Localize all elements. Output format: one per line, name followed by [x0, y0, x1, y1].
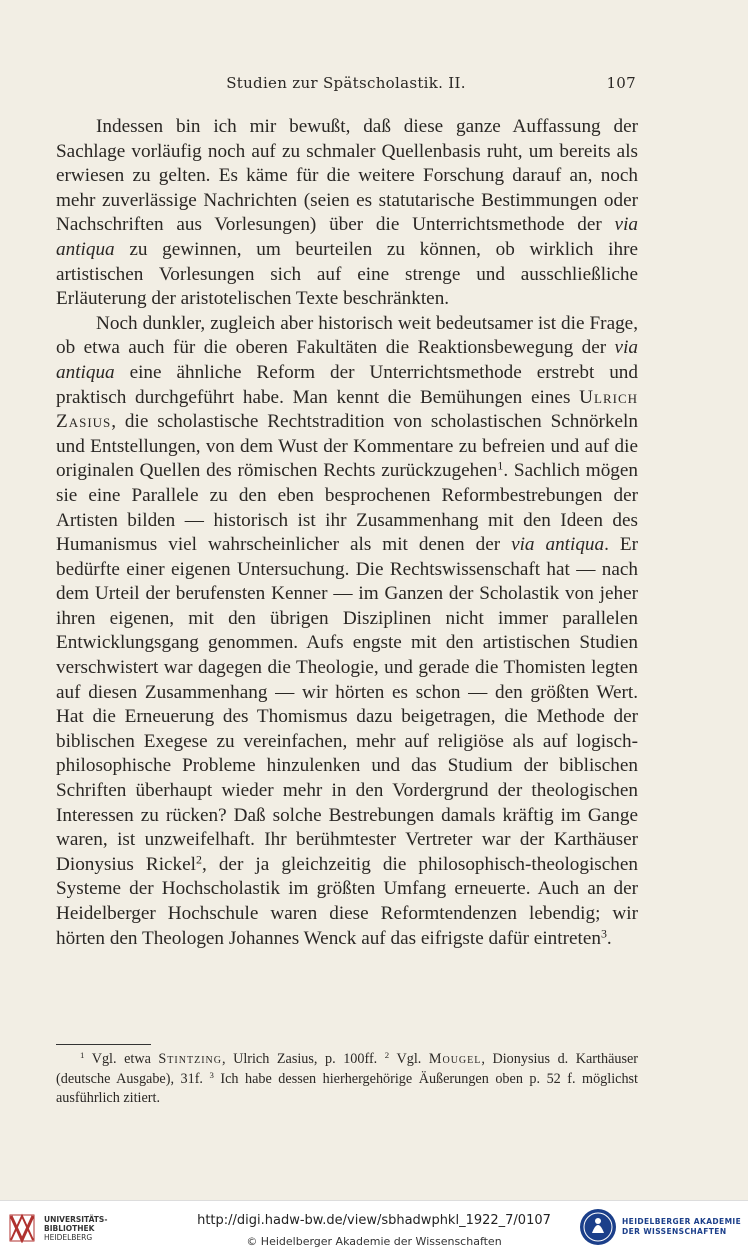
author-stintzing: Stintzing	[158, 1051, 222, 1067]
via-antiqua-term: via antiqua	[56, 214, 638, 260]
page-number: 107	[606, 74, 636, 92]
academy-name-line1: HEIDELBERGER AKADEMIE	[622, 1217, 742, 1226]
footnote-divider	[56, 1044, 151, 1045]
paragraph-1-text-b: zu gewinnen, um beurteilen zu können, ob wirklich ihre artistischen Vorlesungen sich auf eine strenge und ausschließliche Erläuterung der aristotelischen Texte beschränkten.	[56, 238, 638, 310]
running-title: Studien zur Spätscholastik. II.	[226, 74, 466, 92]
academy-seal-icon	[578, 1207, 618, 1247]
author-mougel: Mougel	[428, 1051, 482, 1067]
library-name-line1: UNIVERSITÄTS-	[44, 1215, 108, 1224]
academy-name-line2: DER WISSENSCHAFTEN	[622, 1226, 727, 1236]
paragraph-2-text-e: . Er bedürfte einer eigenen Untersuchung. Die Rechtswissenschaft hat — nach dem Urteil der berufensten Kenner — im Ganzen der Scholastik von jeher ihren eigenen, mit den übrigen Disziplinen nicht immer parallelen Entwicklungsgang genommen. Aufs engste mit den artistischen Studien verschwistert war dagegen die Theologie, und gerade die Thomisten legten auf diesen Zusammenhang — wir hörten es schon — den größten Wert. Hat die Erneuerung des Thomismus dazu beigetragen, die Methode der biblischen Exegese zu vereinfachen, mehr auf religiöse als auf logisch-philosophische Probleme hinzulenken und das Studium der biblischen Schriften überhaupt wieder mehr in den Vordergrund der theologischen Interessen zu rücken? Daß solche Bestrebungen damals kräftig im Gange waren, ist unzweifelhaft. Ihr berühmtester Vertreter war der Karthäuser Dionysius Rickel	[56, 534, 638, 875]
paragraph-2-text-c: , die scholastische Rechtstradition von scholastischen Schnörkeln und Entstellungen, von dem Wust der Kommentare zu befreien und auf die originalen Quellen des römischen Rechts zurückzugehen	[56, 411, 638, 482]
via-antiqua-term: via antiqua	[511, 534, 605, 556]
copyright-notice: © Heidelberger Akademie der Wissenschaften	[246, 1235, 502, 1248]
footnote-block	[56, 1050, 638, 1109]
footnote-marker-1: 1	[80, 1050, 85, 1061]
footnote-2-text: Vgl.	[389, 1051, 429, 1067]
footnote-ref-3[interactable]: 3	[600, 926, 607, 941]
paragraph-2-text-b: eine ähnliche Reform der Unterrichtsmethode erstrebt und praktisch durchgeführt habe. Man kennt die Bemühungen eines	[56, 361, 638, 408]
paragraph-2-text-g: .	[606, 927, 612, 949]
paragraph-1	[56, 115, 638, 312]
footnote-marker-3: 3	[209, 1069, 214, 1080]
footnotes	[56, 1050, 638, 1109]
paragraph-2-text-a: Noch dunkler, zugleich aber historisch weit bedeutsamer ist die Frage, ob etwa auch für die oberen Fakultäten die Reaktionsbewegung der	[56, 312, 638, 359]
paragraph-1-text-a: Indessen bin ich mir bewußt, daß diese ganze Auffassung der Sachlage vorläufig noch auf zu schmaler Quellenbasis ruht, um bereits als erwiesen zu gelten. Es käme für die weitere Forschung darauf an, noch mehr zuverlässige Nachrichten (seien es statutarische Bestimmungen oder Nachschriften aus Vorlesungen) über die Unterrichtsmethode der	[56, 116, 638, 236]
footnote-1-text-b: , Ulrich Zasius, p. 100ff.	[221, 1051, 385, 1067]
footnote-1-text: Vgl. etwa	[84, 1051, 159, 1067]
footnote-marker-2: 2	[384, 1050, 390, 1061]
paragraph-2-text-d: . Sachlich mögen sie eine Parallele zu den eben besprochenen Reformbestrebungen der Artisten bilden — historisch ist ihr Zusammenhang mit den Ideen des Humanismus viel wahrscheinlicher als mit denen der	[56, 460, 638, 556]
paragraph-2	[56, 312, 638, 951]
library-name-line2: BIBLIOTHEK	[44, 1224, 95, 1233]
footnote-ref-1[interactable]: 1	[497, 458, 504, 473]
person-name-zasius: Ulrich Zasius	[56, 386, 638, 433]
permalink-url[interactable]: http://digi.hadw-bw.de/view/sbhadwphkl_1922_7/0107	[197, 1213, 551, 1228]
footnote-2-text-b: , Dionysius d. Karthäuser (deutsche Ausgabe), 31f.	[56, 1051, 639, 1087]
body-text	[56, 115, 638, 951]
footer-bar	[0, 1200, 748, 1255]
footnote-3-text: Ich habe dessen hierhergehörige Äußerungen oben p. 52 f. möglichst ausführlich zitiert.	[56, 1070, 639, 1106]
academy-name	[622, 1217, 741, 1236]
via-antiqua-term: via antiqua	[56, 337, 638, 383]
footnote-ref-2[interactable]: 2	[196, 852, 202, 867]
running-head	[56, 74, 636, 96]
paragraph-2-text-f: , der ja gleichzeitig die philosophisch-theologischen Systeme der Hochscholastik im größten Umfang erneuerte. Auch an der Heidelberger Hochschule waren diese Reformtendenzen lebendig; wir hörten den Theologen Johannes Wenck auf das eifrigste dafür eintreten	[56, 853, 638, 949]
library-name-line3: HEIDELBERG	[44, 1233, 93, 1242]
academy-logo[interactable]	[578, 1207, 743, 1247]
